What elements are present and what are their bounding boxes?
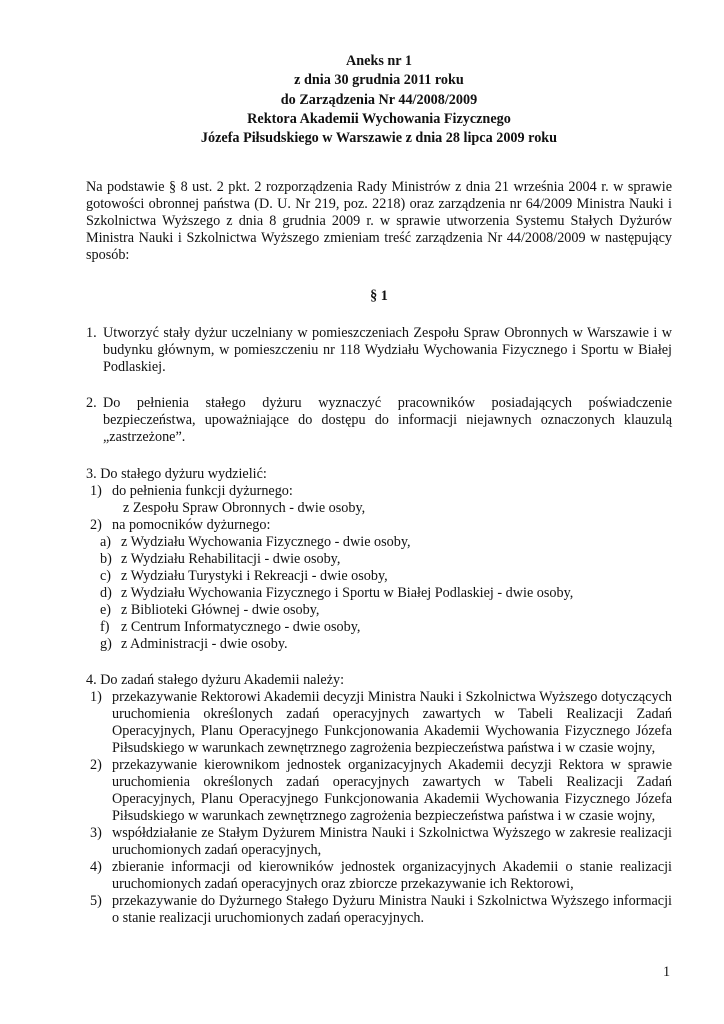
list-text: z Wydziału Wychowania Fizycznego - dwie osoby,	[121, 534, 411, 551]
page-number: 1	[663, 964, 671, 980]
list-text: z Centrum Informatycznego - dwie osoby,	[121, 619, 361, 636]
list-text: z Administracji - dwie osoby.	[121, 636, 288, 653]
sub-number: 1)	[90, 483, 102, 500]
item-3-sub-2	[86, 517, 672, 534]
document-page	[86, 52, 672, 927]
sub-number: 3)	[90, 825, 102, 842]
item-4-sub	[86, 859, 672, 893]
list-item	[86, 636, 672, 653]
item-4-sub	[86, 689, 672, 757]
list-text: z Wydziału Turystyki i Rekreacji - dwie osoby,	[121, 568, 388, 585]
item-1	[86, 325, 672, 376]
list-letter: b)	[100, 551, 112, 568]
item-4-sub	[86, 893, 672, 927]
sub-text: na pomocników dyżurnego:	[112, 517, 271, 534]
item-4-heading: 4. Do zadań stałego dyżuru Akademii należy:	[86, 672, 345, 689]
sub-number: 1)	[90, 689, 102, 706]
item-text: Do pełnienia stałego dyżuru wyznaczyć pracowników posiadających poświadczenie bezpieczeństwa, upoważniające do dostępu do informacji niejawnych oznaczonych klauzulą „zastrzeżone”.	[103, 395, 672, 446]
list-letter: d)	[100, 585, 112, 602]
annex-regulation: do Zarządzenia Nr 44/2008/2009	[280, 91, 478, 108]
sub-number: 2)	[90, 757, 102, 774]
item-3	[86, 466, 672, 653]
list-item	[86, 568, 672, 585]
sub-text: przekazywanie Rektorowi Akademii decyzji Ministra Nauki i Szkolnictwa Wyższego dotyczących uruchomienia określonych zadań operacyjnych zawartych w Tabeli Realizacji Zadań Operacyjnych, Planu Operacyjnego Funkcjonowania Akademii Wychowania Fizycznego Józefa Piłsudskiego w warunkach zewnętrznego zagrożenia bezpieczeństwa państwa i w czasie wojny,	[112, 689, 672, 757]
list-item	[86, 602, 672, 619]
sub-text: współdziałanie ze Stałym Dyżurem Ministra Nauki i Szkolnictwa Wyższego w zakresie realizacji uruchomionych zadań operacyjnych,	[112, 825, 672, 859]
sub-detail: z Zespołu Spraw Obronnych - dwie osoby,	[123, 500, 366, 517]
item-number: 2.	[86, 395, 97, 412]
item-4-sub	[86, 825, 672, 859]
item-2	[86, 395, 672, 446]
annex-issuer-detail: Józefa Piłsudskiego w Warszawie z dnia 28 lipca 2009 roku	[200, 130, 558, 147]
list-text: z Biblioteki Głównej - dwie osoby,	[121, 602, 320, 619]
item-text: Utworzyć stały dyżur uczelniany w pomieszczeniach Zespołu Spraw Obronnych w Warszawie i w budynku głównym, w pomieszczeniu nr 118 Wydziału Wychowania Fizycznego i Sportu w Białej Podlaskiej.	[103, 325, 672, 376]
list-letter: a)	[100, 534, 112, 551]
list-letter: g)	[100, 636, 112, 653]
intro-paragraph: Na podstawie § 8 ust. 2 pkt. 2 rozporządzenia Rady Ministrów z dnia 21 września 2004 r. w sprawie gotowości obronnej państwa (D. U. Nr 219, poz. 2218) oraz zarządzenia nr 64/2009 Ministra Nauki i Szkolnictwa Wyższego z dnia 8 grudnia 2009 r. w sprawie utworzenia Systemu Stałych Dyżurów Ministra Nauki i Szkolnictwa Wyższego zmieniam treść zarządzenia Nr 44/2008/2009 w następujący sposób:	[86, 179, 672, 264]
annex-issuer: Rektora Akademii Wychowania Fizycznego	[247, 110, 511, 127]
letter-list	[86, 534, 672, 653]
item-number: 1.	[86, 325, 97, 342]
item-3-sub-1	[86, 483, 672, 517]
list-letter: c)	[100, 568, 112, 585]
list-item	[86, 534, 672, 551]
sub-number: 4)	[90, 859, 102, 876]
annex-title: Aneks nr 1	[346, 53, 412, 69]
sub-text: przekazywanie do Dyżurnego Stałego Dyżuru Ministra Nauki i Szkolnictwa Wyższego informacji o stanie realizacji uruchomionych zadań operacyjnych.	[112, 893, 672, 927]
list-item	[86, 619, 672, 636]
list-letter: e)	[100, 602, 112, 619]
sub-number: 2)	[90, 517, 102, 534]
list-item	[86, 585, 672, 602]
sub-text: zbieranie informacji od kierowników jednostek organizacyjnych Akademii o stanie realizacji uruchomionych zadań operacyjnych oraz zbiorcze przekazywanie ich Rektorowi,	[112, 859, 672, 893]
section-mark: § 1	[370, 288, 388, 305]
document-header	[86, 52, 672, 148]
sub-text: przekazywanie kierownikom jednostek organizacyjnych Akademii decyzji Rektora w sprawie uruchomienia określonych zadań operacyjnych zawartych w Tabeli Realizacji Zadań Operacyjnych, Planu Operacyjnego Funkcjonowania Akademii Wychowania Fizycznego Józefa Piłsudskiego w warunkach zewnętrznego zagrożenia bezpieczeństwa państwa i w czasie wojny,	[112, 757, 672, 825]
list-item	[86, 551, 672, 568]
sub-number: 5)	[90, 893, 102, 910]
annex-date: z dnia 30 grudnia 2011 roku	[294, 72, 464, 89]
item-4-sub	[86, 757, 672, 825]
item-3-heading: 3. Do stałego dyżuru wydzielić:	[86, 466, 267, 483]
list-text: z Wydziału Rehabilitacji - dwie osoby,	[121, 551, 341, 568]
item-4	[86, 672, 672, 927]
list-letter: f)	[100, 619, 110, 636]
list-text: z Wydziału Wychowania Fizycznego i Sportu w Białej Podlaskiej - dwie osoby,	[121, 585, 574, 602]
sub-text: do pełnienia funkcji dyżurnego:	[112, 483, 293, 500]
